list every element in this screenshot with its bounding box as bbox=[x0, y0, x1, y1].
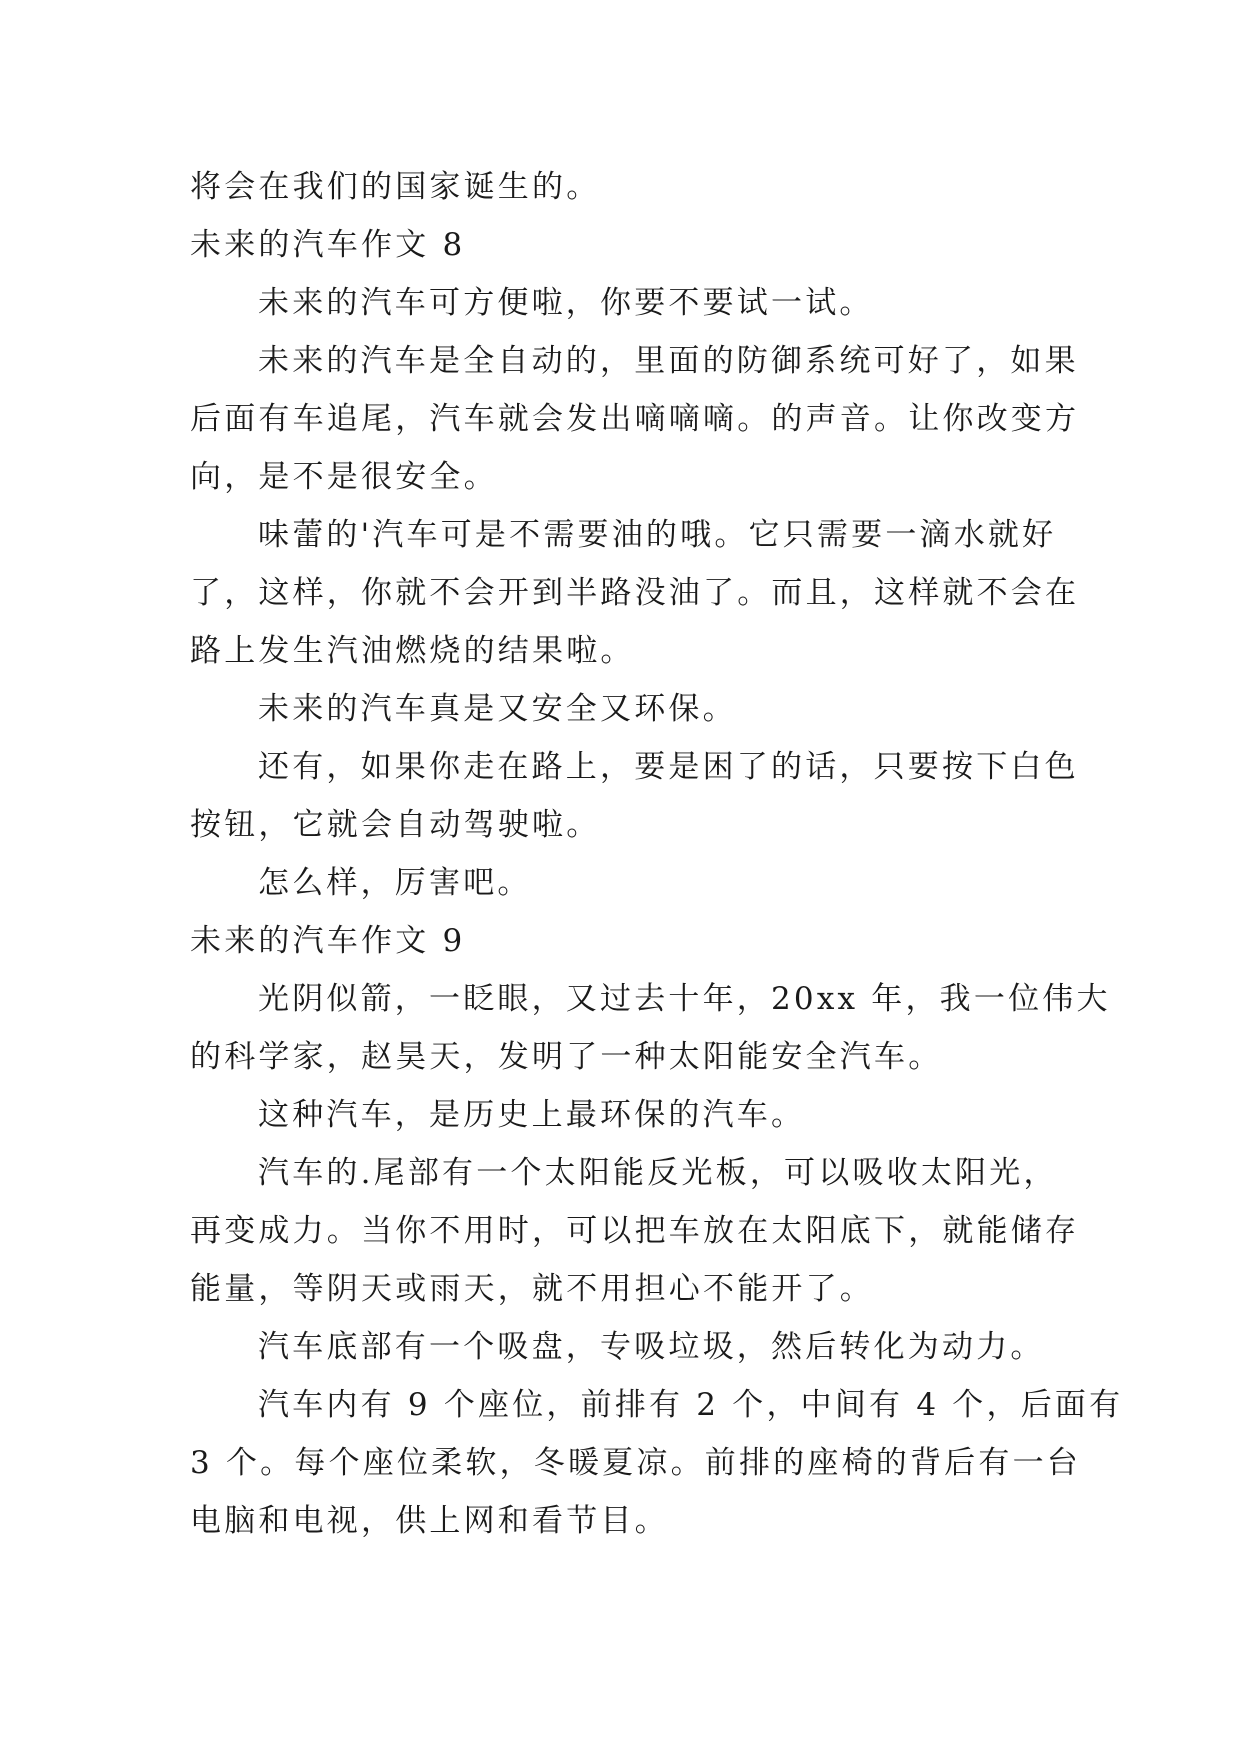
paragraph-line: 汽车的.尾部有一个太阳能反光板，可以吸收太阳光， bbox=[258, 1155, 1058, 1191]
text-line: 将会在我们的国家诞生的。 bbox=[190, 169, 601, 205]
paragraph-line: 这种汽车，是历史上最环保的汽车。 bbox=[258, 1097, 806, 1133]
text-line: 按钮，它就会自动驾驶啦。 bbox=[190, 807, 601, 843]
paragraph-line: 未来的汽车真是又安全又环保。 bbox=[258, 691, 737, 727]
text-line: 3 个。每个座位柔软，冬暖夏凉。前排的座椅的背后有一台 bbox=[190, 1445, 1081, 1481]
section-heading: 未来的汽车作文 9 bbox=[190, 923, 466, 959]
text-line: 能量，等阴天或雨天，就不用担心不能开了。 bbox=[190, 1271, 874, 1307]
paragraph-line: 汽车内有 9 个座位，前排有 2 个，中间有 4 个，后面有 bbox=[258, 1387, 1124, 1423]
paragraph-line: 还有，如果你走在路上，要是困了的话，只要按下白色 bbox=[258, 749, 1079, 785]
document-page bbox=[190, 158, 1124, 1550]
paragraph-line: 未来的汽车是全自动的，里面的防御系统可好了，如果 bbox=[258, 343, 1079, 379]
text-line: 后面有车追尾，汽车就会发出嘀嘀嘀。的声音。让你改变方 bbox=[190, 401, 1080, 437]
text-line: 向，是不是很安全。 bbox=[190, 459, 498, 495]
paragraph-line: 汽车底部有一个吸盘，专吸垃圾，然后转化为动力。 bbox=[258, 1329, 1045, 1365]
text-line: 电脑和电视，供上网和看节目。 bbox=[190, 1503, 669, 1539]
text-line: 再变成力。当你不用时，可以把车放在太阳底下，就能储存 bbox=[190, 1213, 1080, 1249]
paragraph-line: 味蕾的'汽车可是不需要油的哦。它只需要一滴水就好 bbox=[258, 517, 1057, 553]
section-heading: 未来的汽车作文 8 bbox=[190, 227, 466, 263]
paragraph-line: 未来的汽车可方便啦，你要不要试一试。 bbox=[258, 285, 874, 321]
text-line: 路上发生汽油燃烧的结果啦。 bbox=[190, 633, 635, 669]
paragraph-line: 怎么样，厉害吧。 bbox=[258, 865, 532, 901]
text-line: 的科学家，赵昊天，发明了一种太阳能安全汽车。 bbox=[190, 1039, 943, 1075]
text-line: 了，这样，你就不会开到半路没油了。而且，这样就不会在 bbox=[190, 575, 1080, 611]
paragraph-line: 光阴似箭，一眨眼，又过去十年，20xx 年，我一位伟大 bbox=[258, 981, 1111, 1017]
